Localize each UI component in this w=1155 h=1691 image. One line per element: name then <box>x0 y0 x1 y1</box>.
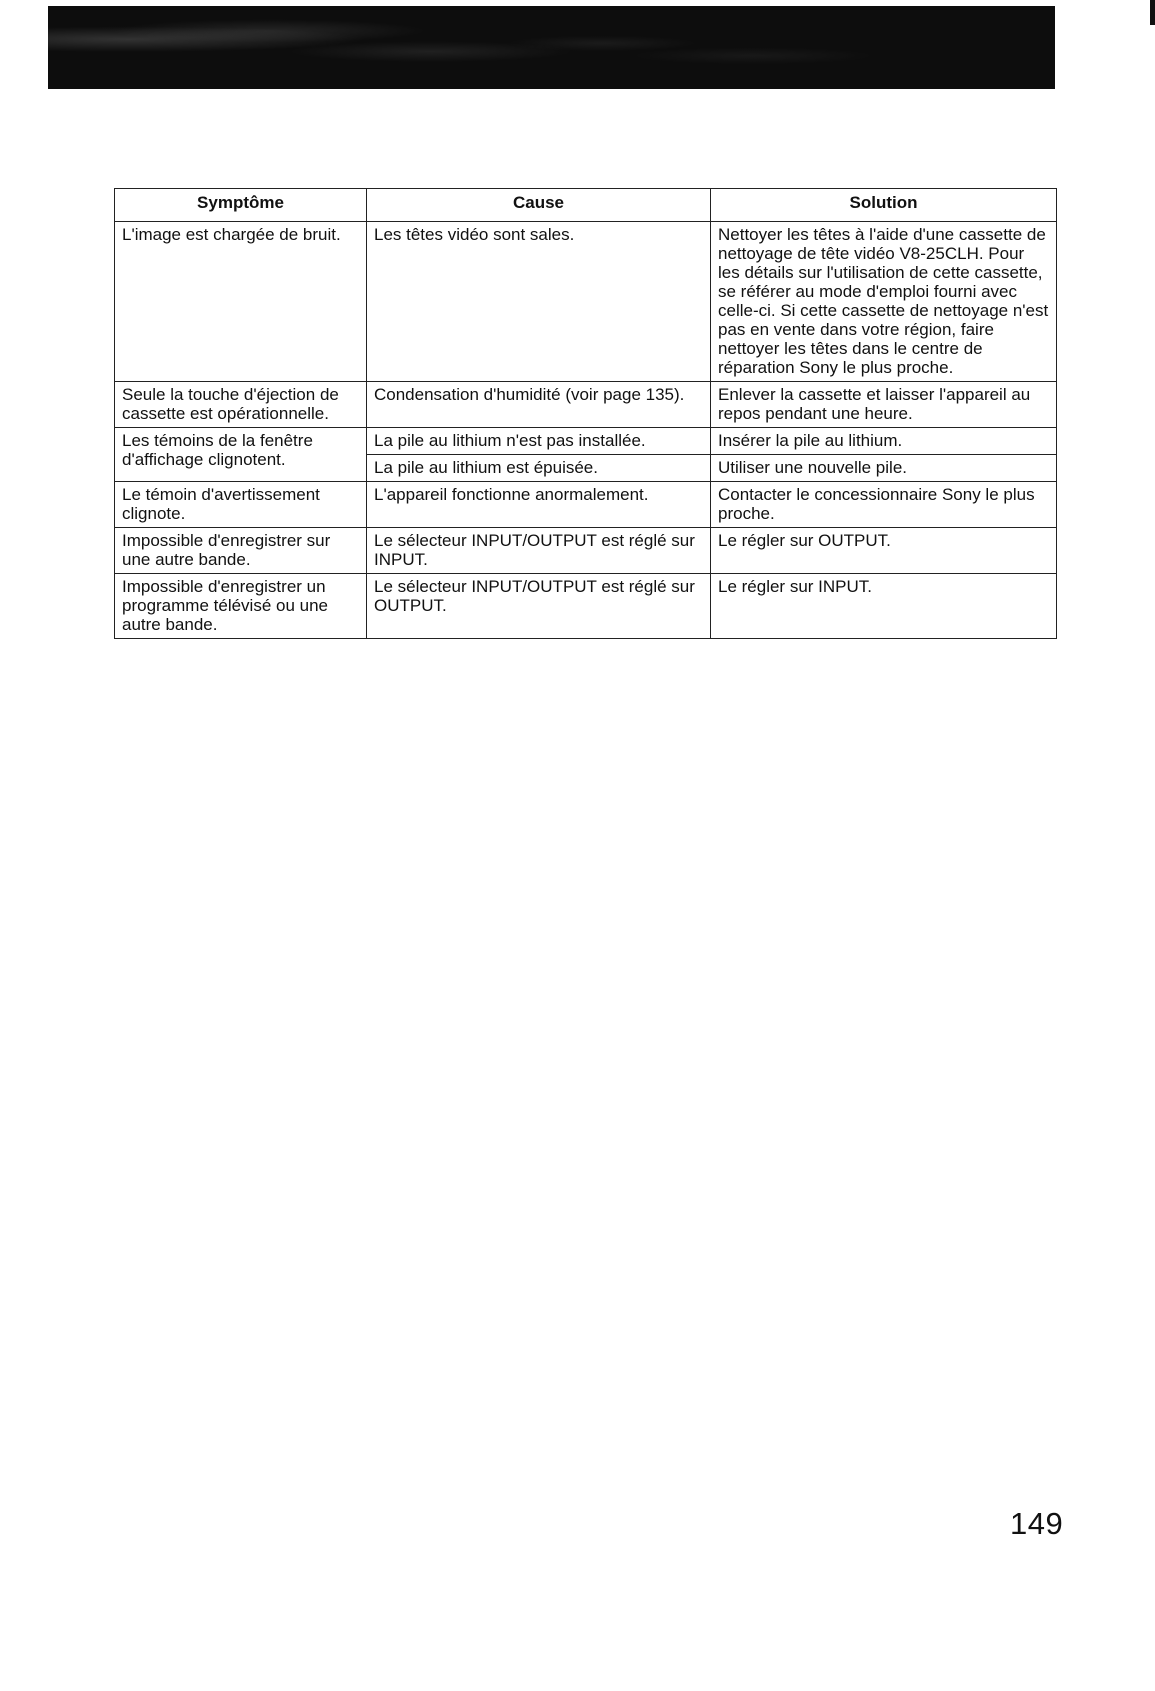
symptom-cell: Le témoin d'avertissement clignote. <box>115 482 367 528</box>
edge-mark <box>1150 0 1155 25</box>
cause-cell: Condensation d'humidité (voir page 135). <box>367 382 711 428</box>
header-cause: Cause <box>367 189 711 222</box>
solution-cell: Contacter le concessionnaire Sony le plus proche. <box>711 482 1057 528</box>
solution-cell: Utiliser une nouvelle pile. <box>711 455 1057 482</box>
solution-cell: Le régler sur INPUT. <box>711 574 1057 639</box>
solution-cell: Nettoyer les têtes à l'aide d'une cassette de nettoyage de tête vidéo V8-25CLH. Pour les détails sur l'utilisation de cette cassette, se référer au mode d'emploi fourni avec celle-ci. Si cette cassette de nettoyage n'est pas en vente dans votre région, faire nettoyer les têtes dans le centre de réparation Sony le plus proche. <box>711 222 1057 382</box>
table-row <box>115 382 1057 428</box>
cause-cell: La pile au lithium est épuisée. <box>367 455 711 482</box>
solution-cell: Enlever la cassette et laisser l'appareil au repos pendant une heure. <box>711 382 1057 428</box>
solution-cell: Insérer la pile au lithium. <box>711 428 1057 455</box>
cause-cell: Les têtes vidéo sont sales. <box>367 222 711 382</box>
cause-cell: La pile au lithium n'est pas installée. <box>367 428 711 455</box>
troubleshooting-table <box>114 188 1057 639</box>
table-row <box>115 482 1057 528</box>
cause-cell: L'appareil fonctionne anormalement. <box>367 482 711 528</box>
symptom-cell: Les témoins de la fenêtre d'affichage clignotent. <box>115 428 367 482</box>
table-row <box>115 428 1057 455</box>
symptom-cell: L'image est chargée de bruit. <box>115 222 367 382</box>
table-row <box>115 574 1057 639</box>
table-row <box>115 528 1057 574</box>
header-banner <box>48 6 1055 89</box>
table-header-row <box>115 189 1057 222</box>
cause-cell: Le sélecteur INPUT/OUTPUT est réglé sur OUTPUT. <box>367 574 711 639</box>
solution-cell: Le régler sur OUTPUT. <box>711 528 1057 574</box>
page-number: 149 <box>1010 1506 1064 1541</box>
header-symptom: Symptôme <box>115 189 367 222</box>
table-row <box>115 222 1057 382</box>
symptom-cell: Impossible d'enregistrer sur une autre bande. <box>115 528 367 574</box>
symptom-cell: Impossible d'enregistrer un programme télévisé ou une autre bande. <box>115 574 367 639</box>
header-solution: Solution <box>711 189 1057 222</box>
symptom-cell: Seule la touche d'éjection de cassette est opérationnelle. <box>115 382 367 428</box>
cause-cell: Le sélecteur INPUT/OUTPUT est réglé sur INPUT. <box>367 528 711 574</box>
